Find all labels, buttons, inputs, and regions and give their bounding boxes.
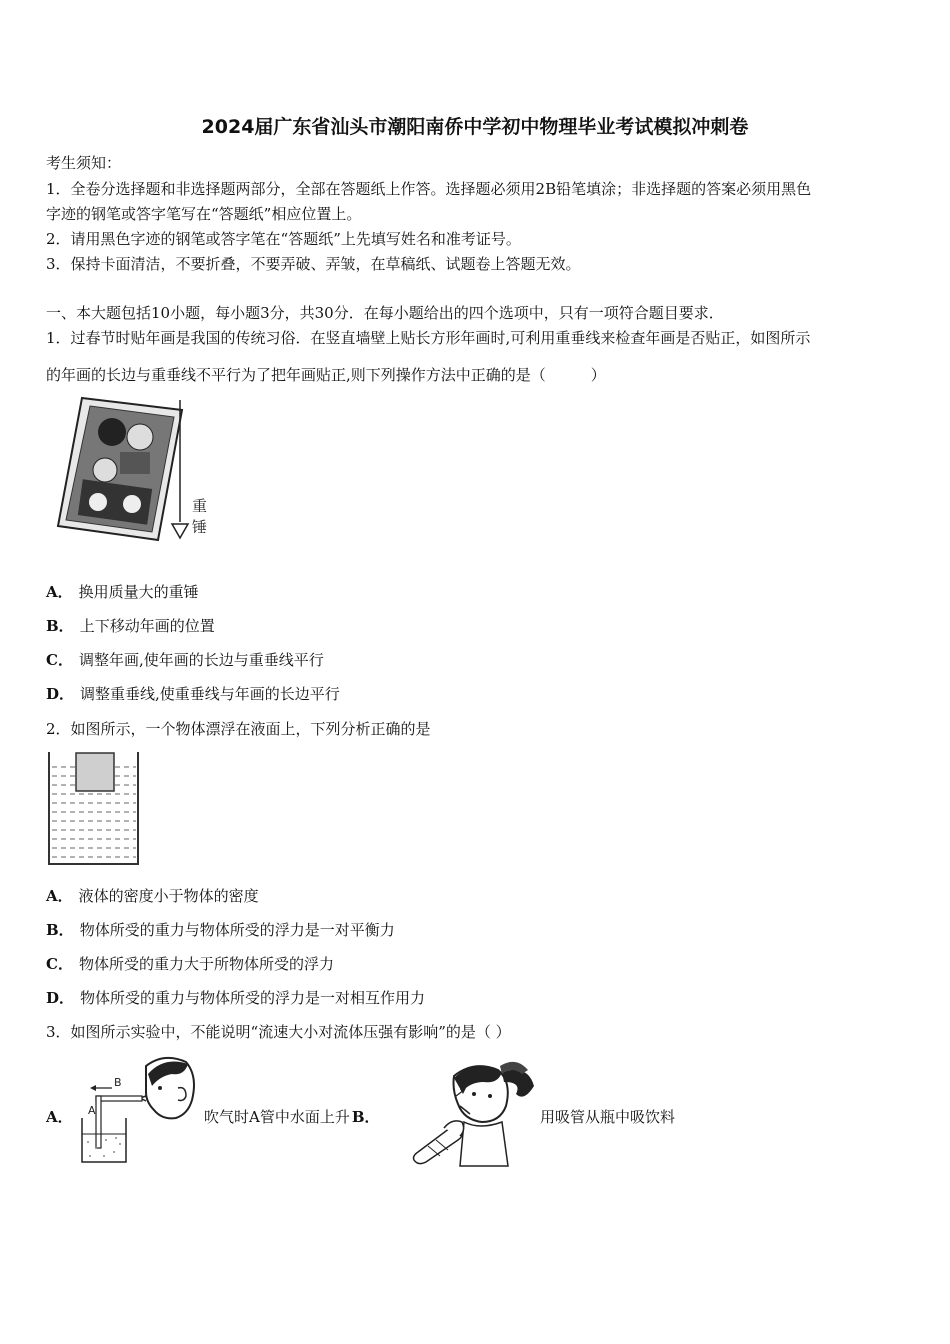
q2-option-b (46, 919, 395, 940)
q2-option-c (46, 953, 334, 974)
q3-option-a-text: 吹气时A管中水面上升 B． (204, 1108, 380, 1126)
q3-option-a-letter: A． (46, 1108, 73, 1126)
q2-option-d (46, 987, 425, 1008)
q2-option-b-letter: B． (46, 921, 74, 939)
q1-option-c-text: 调整年画,使年画的长边与重垂线平行 (78, 651, 324, 669)
q1-option-b-text: 上下移动年画的位置 (79, 617, 215, 635)
q2-option-b-text: 物体所受的重力与物体所受的浮力是一对平衡力 (79, 921, 395, 939)
q3-option-b-letter: B． (351, 1108, 380, 1126)
plumb-bob-icon (172, 524, 188, 538)
q1-option-b (46, 615, 215, 636)
q1-option-d-letter: D． (46, 685, 75, 703)
tube-a-icon (96, 1096, 101, 1148)
q1-option-a-text: 换用质量大的重锤 (78, 583, 199, 601)
q1-option-d (46, 683, 340, 704)
section-heading: 一、本大题包括10小题，每小题3分，共30分．在每小题给出的四个选项中，只有一项符合题目要求． (46, 304, 724, 322)
q1-figure-label-bottom: 锤 (192, 518, 208, 536)
q1-figure-label-top: 重 (192, 497, 208, 515)
q3-option-b-text: 用吸管从瓶中吸饮料 (540, 1108, 676, 1126)
notice-heading: 考生须知： (46, 154, 122, 172)
floating-block-icon (76, 753, 114, 791)
q1-option-a-letter: A． (46, 583, 73, 601)
q1-option-c-letter: C． (46, 651, 73, 669)
q1-stem-line2: 的年画的长边与重垂线不平行为了把年画贴正,则下列操作方法中正确的是（ ） (46, 366, 606, 384)
q1-option-c (46, 649, 324, 670)
q2-option-d-letter: D． (46, 989, 75, 1007)
beaker-icon (82, 1118, 126, 1162)
q2-stem: 2．如图所示，一个物体漂浮在液面上，下列分析正确的是 (46, 720, 431, 738)
q2-option-a (46, 885, 259, 906)
page-title: 2024届广东省汕头市潮阳南侨中学初中物理毕业考试模拟冲刺卷 (201, 116, 749, 138)
boy-head-icon (140, 1058, 194, 1119)
q1-option-b-letter: B． (46, 617, 74, 635)
notice-item-1-cont: 字迹的钢笔或答字笔写在“答题纸”相应位置上。 (46, 205, 362, 223)
arrow-head-icon (90, 1085, 96, 1091)
q2-option-a-letter: A． (46, 887, 73, 905)
q2-figure-floating-object (46, 750, 142, 868)
tube-a-label: A (88, 1104, 96, 1117)
q1-option-d-text: 调整重垂线,使重垂线与年画的长边平行 (80, 685, 340, 703)
notice-item-3: 3．保持卡面清洁，不要折叠，不要弄破、弄皱，在草稿纸、试题卷上答题无效。 (46, 255, 581, 273)
q1-figure-new-year-painting (50, 392, 220, 552)
q2-option-d-text: 物体所受的重力与物体所受的浮力是一对相互作用力 (80, 989, 426, 1007)
q2-option-c-text: 物体所受的重力大于所物体所受的浮力 (78, 955, 334, 973)
notice-item-2: 2．请用黑色字迹的钢笔或答字笔在“答题纸”上先填写姓名和准考证号。 (46, 230, 521, 248)
q1-stem-line1: 1．过春节时贴年画是我国的传统习俗．在竖直墙壁上贴长方形年画时,可利用重垂线来检查年画是否贴正，如图所示 (46, 329, 811, 347)
q2-option-c-letter: C． (46, 955, 73, 973)
q2-option-a-text: 液体的密度小于物体的密度 (78, 887, 259, 905)
q3-figure-b-drinking-straw (404, 1056, 540, 1170)
girl-icon (454, 1062, 535, 1166)
q1-option-a (46, 581, 199, 602)
tube-b-label: B (114, 1076, 122, 1089)
q3-figure-a-blowing-tube (76, 1052, 202, 1168)
painting-icon (58, 398, 182, 540)
q3-stem: 3．如图所示实验中，不能说明“流速大小对流体压强有影响”的是（ ） (46, 1023, 511, 1041)
notice-item-1: 1．全卷分选择题和非选择题两部分，全部在答题纸上作答。选择题必须用2B铅笔填涂；非选择题的答案必须用黑色 (46, 180, 812, 198)
tube-b-icon (96, 1096, 142, 1101)
